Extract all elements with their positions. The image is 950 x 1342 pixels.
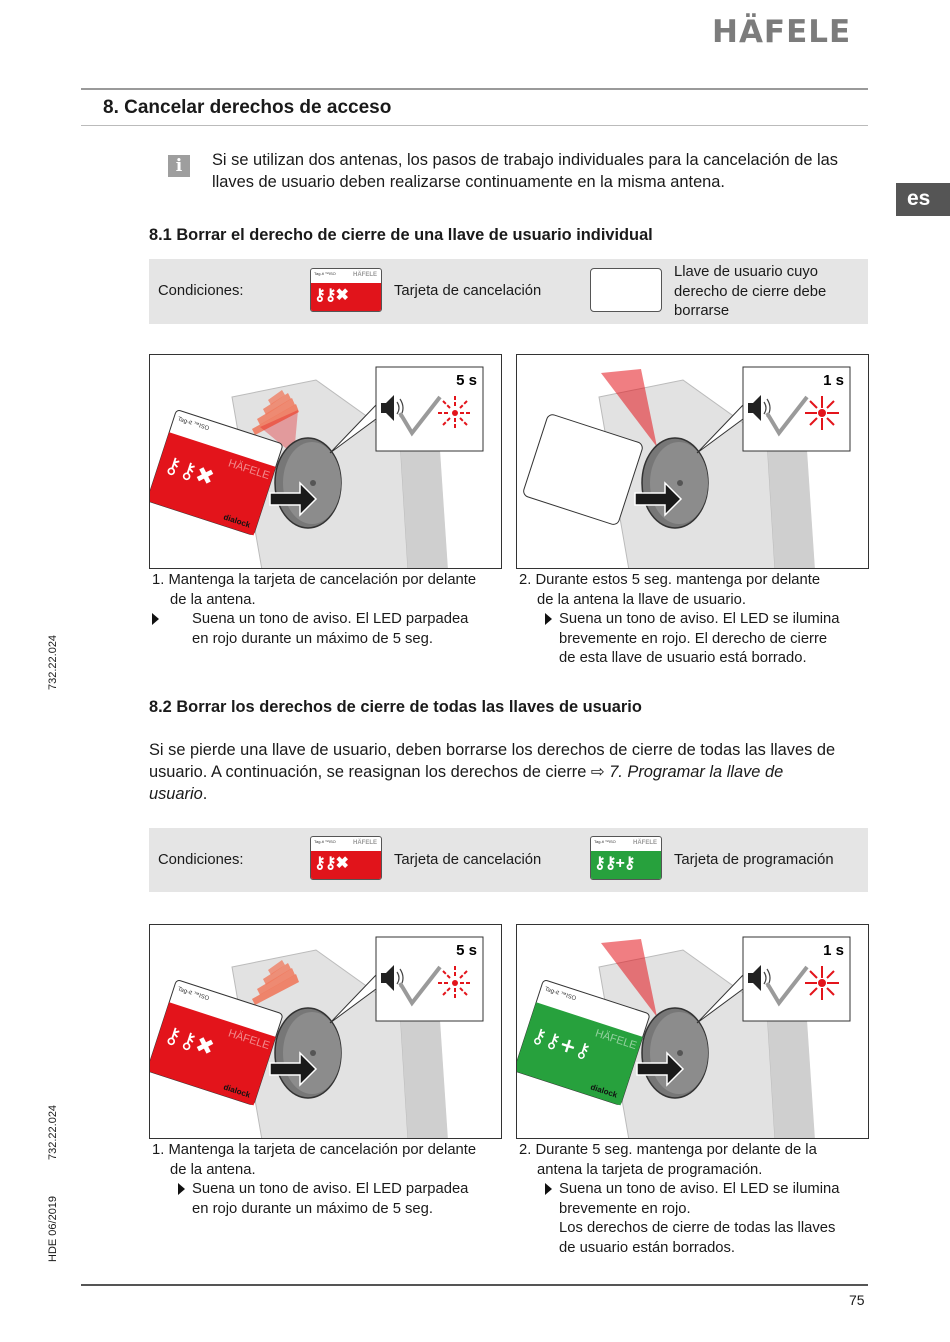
figure-step-1-cancel xyxy=(149,354,502,569)
duration-label: 1 s xyxy=(823,942,844,959)
subsection-title-8-1: 8.1 Borrar el derecho de cierre de una llave de usuario individual xyxy=(149,226,653,244)
condition-cancel-card: Tarjeta de cancelación xyxy=(394,283,542,299)
cancel-card-thumbnail xyxy=(310,268,382,312)
duration-label: 5 s xyxy=(456,942,477,959)
duration-label: 5 s xyxy=(456,372,477,389)
sub2-paragraph: Si se pierde una llave de usuario, deben borrarse los derechos de cierre de todas las llaves de usuario. A continuación, se reasignan los derechos de cierre ⇨ 7. Programar la llave de usuario. xyxy=(149,741,836,803)
conditions-label: Condiciones: xyxy=(158,852,244,868)
triangle-bullet-icon xyxy=(545,613,552,625)
step-1-cancel-all-instructions: 1. Mantenga la tarjeta de cancelación por delante de la antena. Suena un tono de aviso. El LED parpadea en rojo durante un máximo de 5 seg. xyxy=(152,1142,477,1217)
subsection-title-8-2: 8.2 Borrar los derechos de cierre de todas las llaves de usuario xyxy=(149,698,642,716)
conditions-label: Condiciones: xyxy=(158,283,244,299)
step-1-instructions: 1. Mantenga la tarjeta de cancelación por delante de la antena. Suena un tono de aviso. El LED parpadea en rojo durante un máximo de 5 seg. xyxy=(152,572,477,647)
triangle-bullet-icon xyxy=(152,613,159,625)
figure-step-1-cancel-all xyxy=(149,924,502,1139)
keys-cancel-icon: ⚷⚷✖ xyxy=(314,287,348,304)
svg-text:⚷⚷+⚷: ⚷⚷+⚷ xyxy=(528,1022,594,1064)
section-rule xyxy=(81,125,868,126)
language-tab[interactable]: es xyxy=(896,183,950,216)
info-icon: i xyxy=(168,155,190,177)
step-2-instructions: 2. Durante estos 5 seg. mantenga por delante de la antena la llave de usuario. Suena un tono de aviso. El LED se ilumina brevemente en rojo. El derecho de cierre de esta llave de usuario está borrado. xyxy=(519,572,840,666)
keys-program-icon: ⚷⚷+⚷ xyxy=(594,855,635,872)
figure-step-2-program xyxy=(516,924,869,1139)
info-note: Si se utilizan dos antenas, los pasos de trabajo individuales para la cancelación de las llaves de usuario deben realizarse continuamente en la misma antena. xyxy=(212,151,838,191)
svg-text:dialock: dialock xyxy=(589,1082,619,1100)
conditions-panel-2 xyxy=(149,828,868,892)
cancel-card-thumbnail: Tag-it ™ISO HÄFELE ⚷⚷✖ xyxy=(310,836,382,880)
margin-document-date: HDE 06/2019 xyxy=(47,1195,59,1262)
footer-rule xyxy=(81,1284,868,1286)
brand-logo: HÄFELE xyxy=(712,14,852,50)
step-2-program-instructions: 2. Durante 5 seg. mantenga por delante de la antena la tarjeta de programación. Suena un tono de aviso. El LED se ilumina brevemente en rojo. Los derechos de cierre de todas las llaves de usuario están borrados. xyxy=(519,1142,840,1256)
keys-cancel-icon: ⚷⚷✖ xyxy=(314,855,348,872)
margin-article-code: 732.22.024 xyxy=(47,1104,59,1160)
section-title: 8. Cancelar derechos de acceso xyxy=(103,97,392,118)
figure-step-2-user-key xyxy=(516,354,869,569)
figure-cancel-keys: ⚷⚷✖ xyxy=(161,452,218,492)
figure-card-tag: Tag-it ™ISO xyxy=(176,416,210,433)
card-brand: HÄFELE xyxy=(353,272,377,278)
figure-card-brand: HÄFELE xyxy=(226,457,272,483)
margin-article-code: 732.22.024 xyxy=(47,634,59,690)
svg-text:Tag-it ™ISO: Tag-it ™ISO xyxy=(543,986,577,1003)
svg-text:dialock: dialock xyxy=(222,1082,252,1100)
program-card-thumbnail: Tag-it ™ISO HÄFELE ⚷⚷+⚷ xyxy=(590,836,662,880)
cross-reference-link[interactable]: 7. Programar la llave de xyxy=(604,763,784,781)
user-key-card-thumbnail xyxy=(590,268,662,312)
condition-user-key: Llave de usuario cuyo derecho de cierre debe borrarse xyxy=(674,264,827,319)
header-rule xyxy=(81,88,868,90)
triangle-bullet-icon xyxy=(545,1183,552,1195)
duration-label: 1 s xyxy=(823,372,844,389)
figure-card-sub: dialock xyxy=(222,512,252,530)
conditions-panel-1 xyxy=(149,259,868,324)
svg-text:HÄFELE: HÄFELE xyxy=(226,1027,272,1053)
condition-cancel-card: Tarjeta de cancelación xyxy=(394,852,542,868)
page-number: 75 xyxy=(849,1292,865,1308)
card-tag: Tag-it ™ISO xyxy=(314,271,336,276)
svg-text:⚷⚷✖: ⚷⚷✖ xyxy=(161,1022,218,1062)
svg-text:HÄFELE: HÄFELE xyxy=(593,1027,639,1053)
triangle-bullet-icon xyxy=(178,1183,185,1195)
condition-program-card: Tarjeta de programación xyxy=(674,852,834,868)
reference-arrow-icon: ⇨ xyxy=(590,763,605,781)
svg-text:Tag-it ™ISO: Tag-it ™ISO xyxy=(176,986,210,1003)
